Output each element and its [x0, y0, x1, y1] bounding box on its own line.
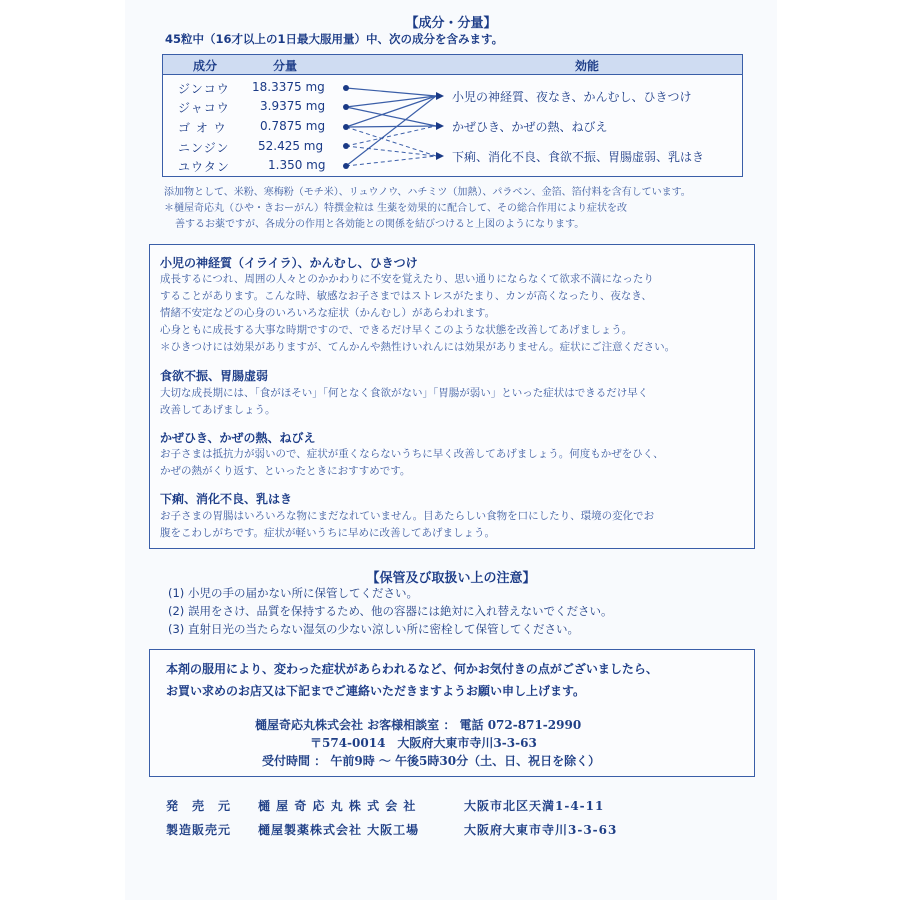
- explanation-heading: 小児の神経質（イライラ）、かんむし、ひきつけ: [160, 256, 418, 270]
- ingredient-amount: 0.7875 mg: [260, 119, 326, 133]
- effect-label: 小児の神経質、夜なき、かんむし、ひきつけ: [452, 90, 692, 104]
- header-effect: 効能: [575, 59, 600, 73]
- ingredient-name: ジンコウ: [178, 82, 230, 96]
- explanation-text: 改善してあげましょう。: [160, 404, 276, 416]
- explanation-text: お子さまの胃腸はいろいろな物にまだなれていません。目あたらしい食物を口にしたり、環境の変化でお: [160, 510, 655, 522]
- manufacturer-address: 大阪府大東市寺川3-3-63: [464, 823, 618, 837]
- effect-label: かぜひき、かぜの熱、ねびえ: [452, 120, 608, 134]
- explanation-text: 成長するにつれ、周囲の人々とのかかわりに不安を覚えたり、思い通りにならなくて欲求不満になったり: [160, 273, 654, 285]
- composition-note-line1: ＊樋屋奇応丸（ひや・きおーがん）特撰金粒は 生薬を効果的に配合して、その総合作用により症状を改: [164, 203, 627, 214]
- explanation-heading: 下痢、消化不良、乳はき: [160, 492, 293, 506]
- storage-title: 【保管及び取扱い上の注意】: [366, 571, 536, 586]
- contact-hours: 受付時間 ： 午前9時 ～ 午後5時30分（土、日、祝日を除く）: [262, 754, 601, 768]
- header-amount: 分量: [273, 59, 298, 73]
- storage-item: (1) 小児の手の届かない所に保管してください。: [168, 586, 418, 600]
- manufacturer-label: 製造販売元: [166, 823, 232, 837]
- explanation-text: 大切な成長期には、「食がほそい」「何となく食欲がない」「胃腸が弱い」といった症状はできるだけ早く: [160, 387, 649, 399]
- contact-address: 〒574-0014 大阪府大東市寺川3-3-63: [310, 736, 537, 750]
- storage-item: (3) 直射日光の当たらない湿気の少ない涼しい所に密栓して保管してください。: [168, 622, 579, 636]
- manufacturer-company: 樋屋製薬株式会社 大阪工場: [258, 823, 420, 837]
- explanation-text: お子さまは抵抗力が弱いので、症状が重くならないうちに早く改善してあげましょう。何度もかぜをひく、: [160, 448, 664, 460]
- ingredient-amount: 3.9375 mg: [260, 99, 326, 113]
- explanation-text: かぜの熱がくり返す、といったときにおすすめです。: [160, 465, 411, 477]
- header-name: 成分: [193, 59, 218, 73]
- explanation-text: ＊ひきつけには効果がありますが、てんかんや熱性けいれんには効果がありません。症状にご注意ください。: [160, 341, 676, 353]
- additives-note: 添加物として、米粉、寒梅粉（モチ米）、リュウノウ、ハチミツ（加熱）、パラベン、金箔、箔付料を含有しています。: [164, 187, 691, 198]
- distributor-label: 発 売 元: [166, 799, 232, 813]
- explanation-heading: 食欲不振、胃腸虚弱: [160, 369, 269, 383]
- ingredient-amount: 1.350 mg: [268, 158, 326, 172]
- ingredient-name: ニンジン: [178, 141, 230, 155]
- contact-phone: 樋屋奇応丸株式会社 お客様相談室 ： 電話 072-871-2990: [255, 718, 582, 732]
- explanation-text: 情緒不安定などの心身のいろいろな症状（かんむし）があらわれます。: [160, 307, 496, 319]
- explanation-text: 心身ともに成長する大事な時期ですので、できるだけ早くこのような状態を改善してあげましょう。: [160, 324, 633, 336]
- ingredients-title: 【成分・分量】: [405, 16, 497, 31]
- explanation-text: 腹をこわしがちです。症状が軽いうちに早めに改善してあげましょう。: [160, 527, 496, 539]
- distributor-address: 大阪市北区天満1-4-11: [464, 799, 605, 813]
- ingredients-intro: 45粒中（16才以上の1日最大服用量）中、次の成分を含みます。: [165, 32, 504, 46]
- ingredient-name: ユウタン: [178, 160, 230, 174]
- notice-text: 本剤の服用により、変わった症状があらわれるなど、何かお気付きの点がございましたら、: [166, 662, 658, 676]
- ingredient-name: ゴ オ ウ: [178, 121, 227, 135]
- explanation-text: することがあります。こんな時、敏感なお子さまではストレスがたまり、カンが高くなったり、夜なき、: [160, 290, 652, 302]
- composition-note-line2: 善するお薬ですが、各成分の作用と各効能との関係を結びつけると上図のようになります。: [175, 219, 585, 230]
- ingredient-name: ジャコウ: [178, 101, 230, 115]
- notice-text: お買い求めのお店又は下記までご連絡いただきますようお願い申し上げます。: [166, 684, 586, 698]
- ingredient-amount: 52.425 mg: [258, 139, 324, 153]
- explanation-heading: かぜひき、かぜの熱、ねびえ: [160, 431, 316, 445]
- effect-label: 下痢、消化不良、食欲不振、胃腸虚弱、乳はき: [452, 150, 705, 164]
- distributor-company: 樋 屋 奇 応 丸 株 式 会 社: [258, 799, 417, 813]
- storage-item: (2) 誤用をさけ、品質を保持するため、他の容器には絶対に入れ替えないでください。: [168, 604, 613, 618]
- ingredient-amount: 18.3375 mg: [252, 80, 325, 94]
